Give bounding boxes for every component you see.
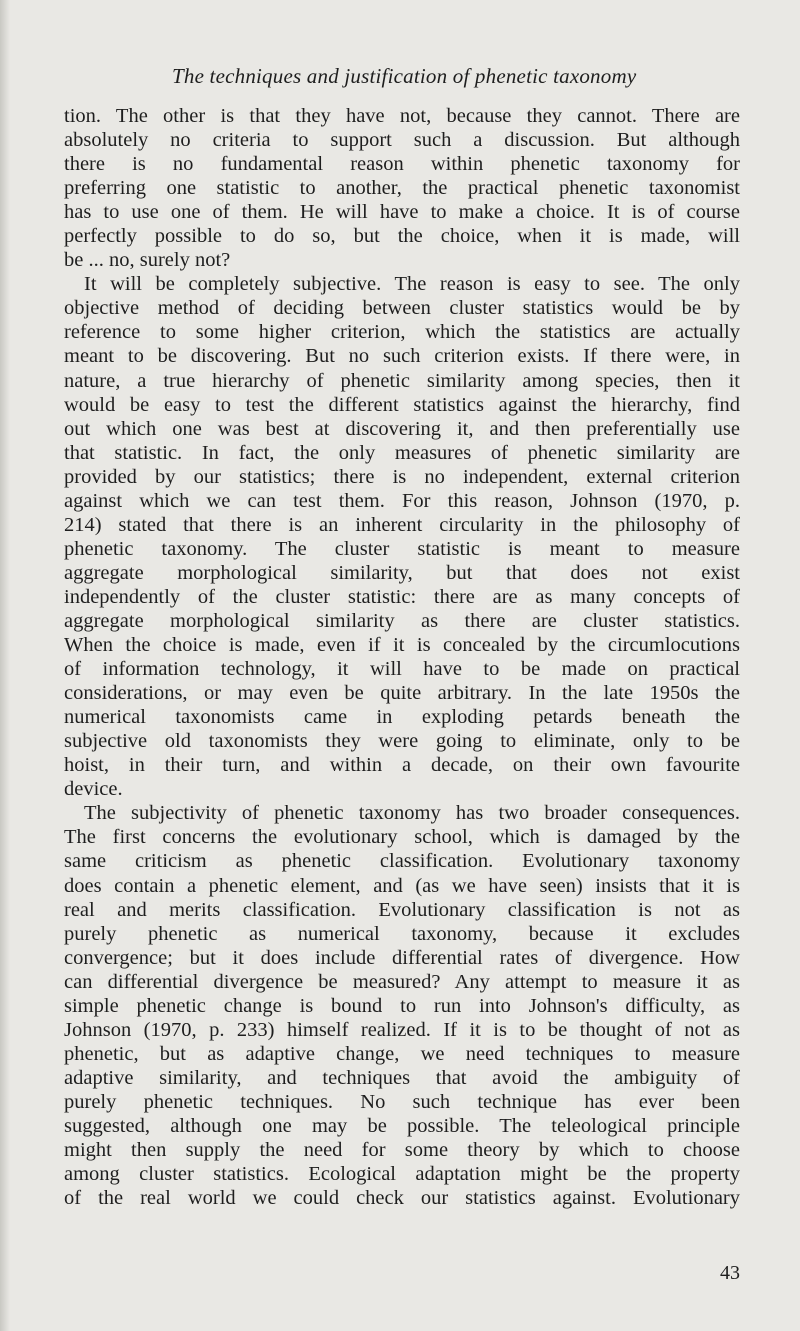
text-line: has to use one of them. He will have to make a choice. It is of course [64, 201, 740, 224]
text-line: aggregate morphological similarity as there are cluster statistics. [64, 609, 740, 632]
text-line: does contain a phenetic element, and (as we have seen) insists that it is [64, 874, 740, 897]
text-line: 214) stated that there is an inherent circularity in the philosophy of [64, 513, 740, 536]
text-line: It will be completely subjective. The reason is easy to see. The only [84, 273, 740, 296]
text-line: numerical taxonomists came in exploding petards beneath the [64, 706, 740, 729]
text-line: of the real world we could check our statistics against. Evolutionary [64, 1187, 740, 1210]
body-text [64, 104, 740, 1210]
text-line: convergence; but it does include differential rates of divergence. How [64, 946, 740, 969]
text-line: objective method of deciding between cluster statistics would be by [64, 297, 740, 320]
text-line: independently of the cluster statistic: there are as many concepts of [64, 585, 740, 608]
text-line: absolutely no criteria to support such a discussion. But although [64, 129, 740, 152]
text-line: phenetic taxonomy. The cluster statistic is meant to measure [64, 537, 740, 560]
text-line: purely phenetic as numerical taxonomy, because it excludes [64, 922, 740, 945]
text-line: The first concerns the evolutionary school, which is damaged by the [64, 826, 740, 849]
text-line: against which we can test them. For this reason, Johnson (1970, p. [64, 489, 740, 512]
text-line: tion. The other is that they have not, because they cannot. There are [64, 105, 740, 127]
text-line: preferring one statistic to another, the practical phenetic taxonomist [64, 177, 740, 200]
text-line: that statistic. In fact, the only measures of phenetic similarity are [64, 441, 740, 464]
text-line: there is no fundamental reason within phenetic taxonomy for [64, 153, 740, 176]
text-line: be ... no, surely not? [64, 249, 231, 272]
text-line: phenetic, but as adaptive change, we need techniques to measure [64, 1042, 740, 1065]
text-line: purely phenetic techniques. No such technique has ever been [64, 1090, 740, 1113]
text-line: simple phenetic change is bound to run into Johnson's difficulty, as [64, 994, 740, 1017]
text-line: device. [64, 778, 123, 801]
text-line: real and merits classification. Evolutionary classification is not as [64, 898, 740, 921]
text-line: would be easy to test the different statistics against the hierarchy, find [64, 393, 740, 416]
page-number: 43 [720, 1262, 740, 1284]
text-line: Johnson (1970, p. 233) himself realized. If it is to be thought of not as [64, 1018, 740, 1041]
text-line: subjective old taxonomists they were going to eliminate, only to be [64, 730, 740, 753]
text-line: nature, a true hierarchy of phenetic similarity among species, then it [64, 369, 740, 392]
text-line: of information technology, it will have to be made on practical [64, 658, 740, 681]
text-line: same criticism as phenetic classification. Evolutionary taxonomy [64, 850, 740, 873]
text-line: When the choice is made, even if it is concealed by the circumlocutions [64, 634, 740, 657]
text-line: might then supply the need for some theory by which to choose [64, 1139, 740, 1162]
text-line: considerations, or may even be quite arbitrary. In the late 1950s the [64, 682, 740, 705]
running-head: The techniques and justification of phenetic taxonomy [172, 64, 637, 88]
page-edge-shadow [0, 0, 10, 1331]
text-line: aggregate morphological similarity, but that does not exist [64, 561, 740, 584]
text-line: can differential divergence be measured? Any attempt to measure it as [64, 970, 740, 993]
text-line: meant to be discovering. But no such criterion exists. If there were, in [64, 345, 740, 368]
text-line: perfectly possible to do so, but the choice, when it is made, will [64, 225, 740, 248]
text-line: hoist, in their turn, and within a decade, on their own favourite [64, 754, 740, 777]
text-line: The subjectivity of phenetic taxonomy has two broader consequences. [84, 802, 740, 825]
text-line: suggested, although one may be possible. The teleological principle [64, 1114, 740, 1137]
text-line: provided by our statistics; there is no independent, external criterion [64, 465, 740, 488]
text-line: out which one was best at discovering it, and then preferentially use [64, 417, 740, 440]
text-line: adaptive similarity, and techniques that avoid the ambiguity of [64, 1066, 740, 1089]
text-line: reference to some higher criterion, which the statistics are actually [64, 321, 740, 344]
text-line: among cluster statistics. Ecological adaptation might be the property [64, 1163, 740, 1186]
